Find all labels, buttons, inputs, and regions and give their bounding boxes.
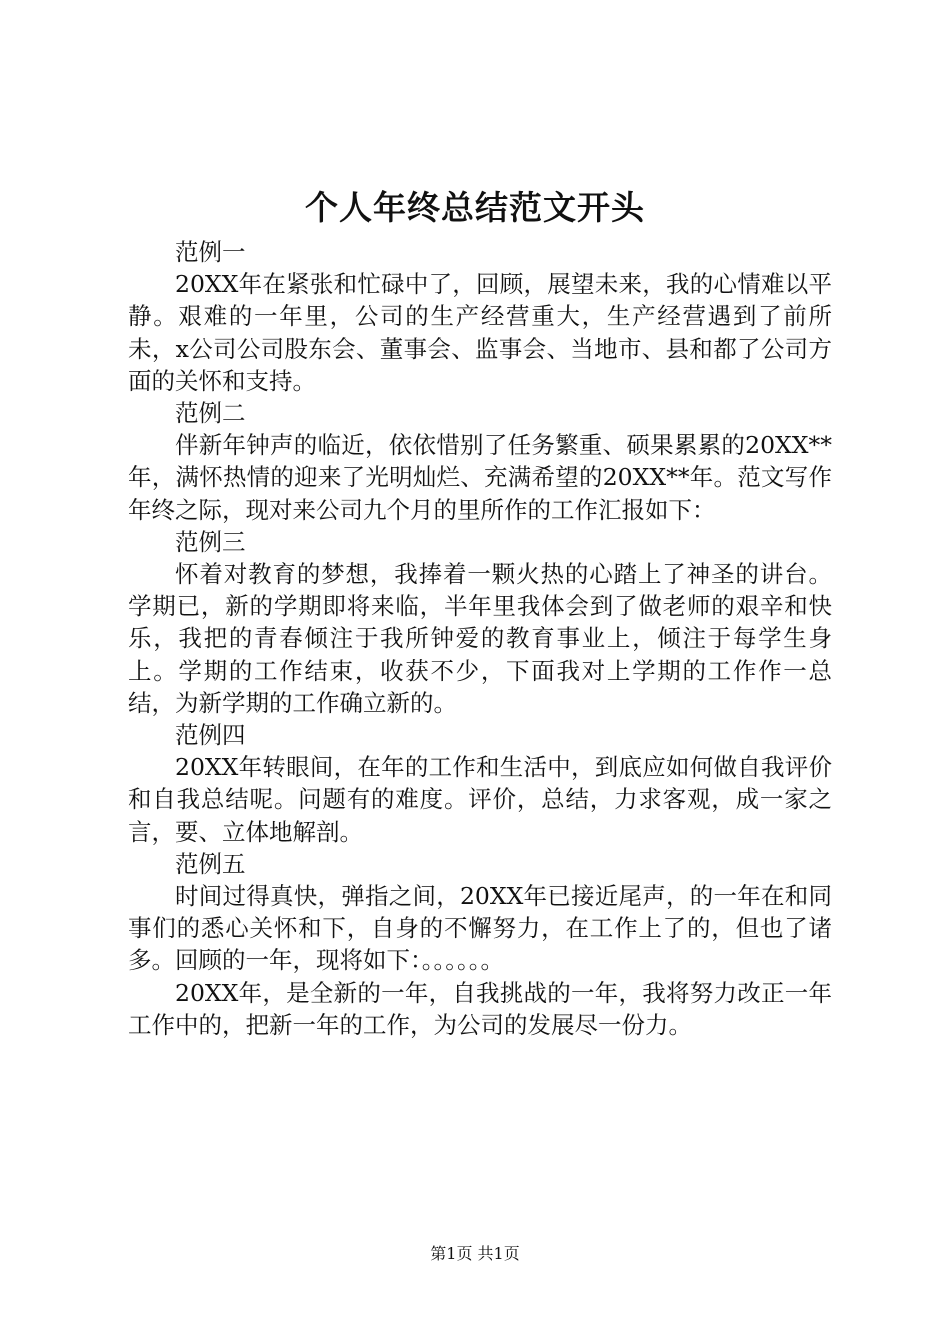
section-heading: 范例三 (175, 527, 246, 556)
section-heading: 范例一 (175, 238, 246, 266)
page-footer: 第1页 共1页 (430, 1244, 520, 1263)
paragraph: 20XX年，是全新的一年，自我挑战的一年，我将努力改正一年工作中的，把新一年的工作，为公司的发展尽一份力。 (128, 978, 832, 1039)
paragraph: 20XX年转眼间，在年的工作和生活中，到底应如何做自我评价和自我总结呢。问题有的难度。评价，总结，力求客观，成一家之言，要、立体地解剖。 (128, 753, 832, 846)
document-body (128, 236, 832, 1041)
paragraph: 伴新年钟声的临近，依依惜别了任务繁重、硕果累累的20XX**年，满怀热情的迎来了光明灿烂、充满希望的20XX**年。范文写作年终之际，现对来公司九个月的里所作的工作汇报如下： (128, 431, 832, 524)
paragraph: 怀着对教育的梦想，我捧着一颗火热的心踏上了神圣的讲台。学期已，新的学期即将来临，半年里我体会到了做老师的艰辛和快乐，我把的青春倾注于我所钟爱的教育事业上，倾注于每学生身上。学期的工作结束，收获不少，下面我对上学期的工作作一总结，为新学期的工作确立新的。 (128, 560, 832, 717)
section-heading: 范例二 (175, 399, 246, 428)
section-heading: 范例四 (175, 721, 246, 750)
paragraph: 时间过得真快，弹指之间，20XX年已接近尾声，的一年在和同事们的悉心关怀和下，自身的不懈努力，在工作上了的，但也了诸多。回顾的一年，现将如下：。。。。。。 (128, 882, 832, 975)
paragraph: 20XX年在紧张和忙碌中了，回顾，展望未来，我的心情难以平静。艰难的一年里，公司的生产经营重大，生产经营遇到了前所未，x公司公司股东会、董事会、监事会、当地市、县和都了公司方面的关怀和支持。 (128, 270, 832, 395)
document-title: 个人年终总结范文开头 (305, 188, 645, 227)
section-heading: 范例五 (175, 849, 246, 878)
